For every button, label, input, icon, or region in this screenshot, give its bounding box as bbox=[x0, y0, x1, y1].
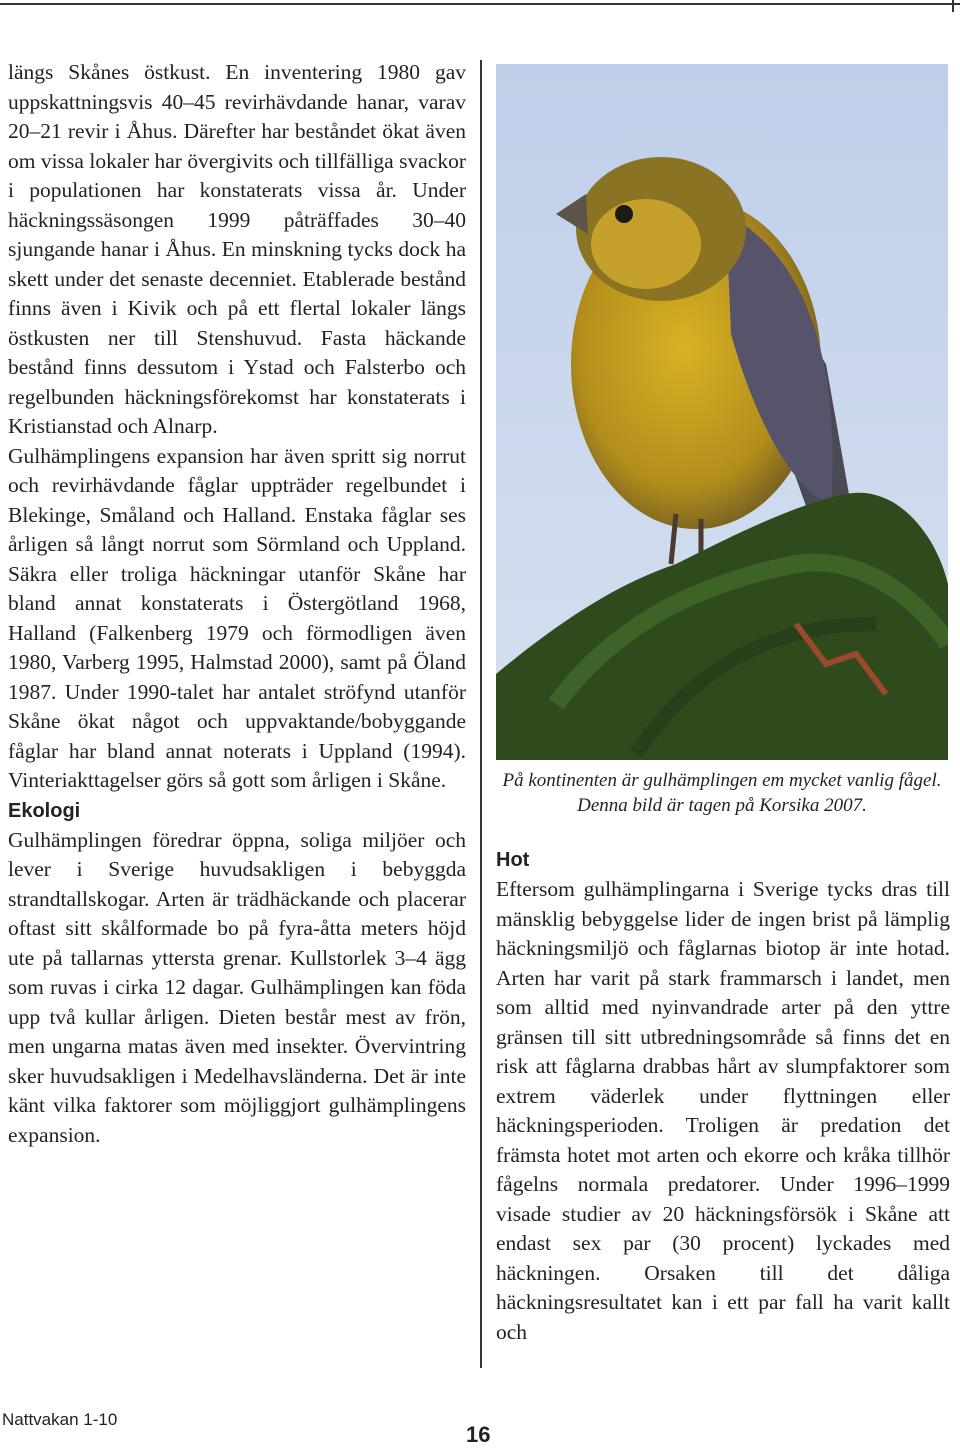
serin-bird-illustration bbox=[496, 64, 948, 760]
left-column bbox=[8, 58, 466, 1150]
body-paragraph: Eftersom gulhämplingarna i Sverige tycks dras till mänsklig bebyggelse lider de ingen brist på lämplig häckningsmiljö och fåglarnas biotop är inte hotad. Arten har varit på stark frammarsch i landet, men som alltid med nyinvandrade arter på den yttre gränsen till sitt utbredningsområde så finns det en risk att fåglarna drabbas hårt av slumpfaktorer som extrem väderlek under flyttningen eller häckningsperioden. Troligen är predation det främsta hotet mot arten och ekorre och kråka tillhör fågelns normala predatorer. Under 1996–1999 visade studier av 20 häckningsförsök i Skåne att endast sex par (30 procent) lyckades med häckningen. Orsaken till det dåliga häckningsresultatet kan i ett par fall ha varit kallt och bbox=[496, 877, 950, 1344]
body-paragraph: Gulhämplingens expansion har även spritt sig norrut och revirhävdande fåglar uppträder regelbundet i Blekinge, Småland och Halland. Enstaka fåglar ses årligen så långt norrut som Sörmland och Uppland. Säkra eller troliga häckningar utanför Skåne har bland annat konstaterats i Östergötland 1968, Halland (Falkenberg 1979 och förmodligen även 1980, Varberg 1995, Halmstad 2000), samt på Öland 1987. Under 1990-talet har antalet ströfynd utanför Skåne ökat något och uppvaktande/bobyggande fåglar har bland annat noterats i Uppland (1994). Vinteriakttagelser görs så gott som årligen i Skåne. bbox=[8, 443, 466, 792]
top-rule bbox=[0, 3, 960, 5]
body-paragraph: Gulhämplingen föredrar öppna, soliga miljöer och lever i Sverige huvudsakligen i bebyggda strandtallskogar. Arten är trädhäckande och placerar oftast sitt skålformade bo på fyra-åtta meters höjd ute på tallarnas yttersta grenar. Kullstorlek 3–4 ägg som ruvas i cirka 12 dagar. Gulhämplingen kan föda upp två kullar årligen. Dieten består mest av frön, men ungarna matas även med insekter. Övervintring sker huvudsakligen i Medelhavsländerna. Det är inte känt vilka faktorer som möjliggjort gulhämplingens expansion. bbox=[8, 827, 466, 1147]
section-heading-hot: Hot bbox=[496, 849, 530, 871]
page-number: 16 bbox=[466, 1422, 491, 1447]
body-paragraph: längs Skånes östkust. En inventering 1980 gav uppskattningsvis 40–45 revirhävdande hanar, varav 20–21 revir i Åhus. Därefter har beståndet ökat även om vissa lokaler har övergivits och tillfälliga svackor i populationen har konstaterats vissa år. Under häckningssäsongen 1999 påträffades 30–40 sjungande hanar i Åhus. En minskning tycks dock ha skett under det senaste decenniet. Etablerade bestånd finns även i Kivik och på ett flertal lokaler längs östkusten ner till Stenshuvud. Fasta häckande bestånd finns dessutom i Ystad och Falsterbo och regelbunden häckningsförekomst har konstaterats i Kristianstad och Alnarp. bbox=[8, 60, 466, 438]
bird-photo bbox=[496, 64, 948, 760]
publication-name: Nattvakan 1-10 bbox=[2, 1410, 118, 1429]
corner-mark bbox=[952, 0, 954, 12]
section-heading-ekologi: Ekologi bbox=[8, 799, 81, 822]
column-divider bbox=[480, 60, 482, 1368]
photo-caption: På kontinenten är gulhämplingen em mycket vanlig fågel. Denna bild är tagen på Korsika 2007. bbox=[502, 770, 942, 816]
right-column bbox=[496, 845, 950, 1347]
